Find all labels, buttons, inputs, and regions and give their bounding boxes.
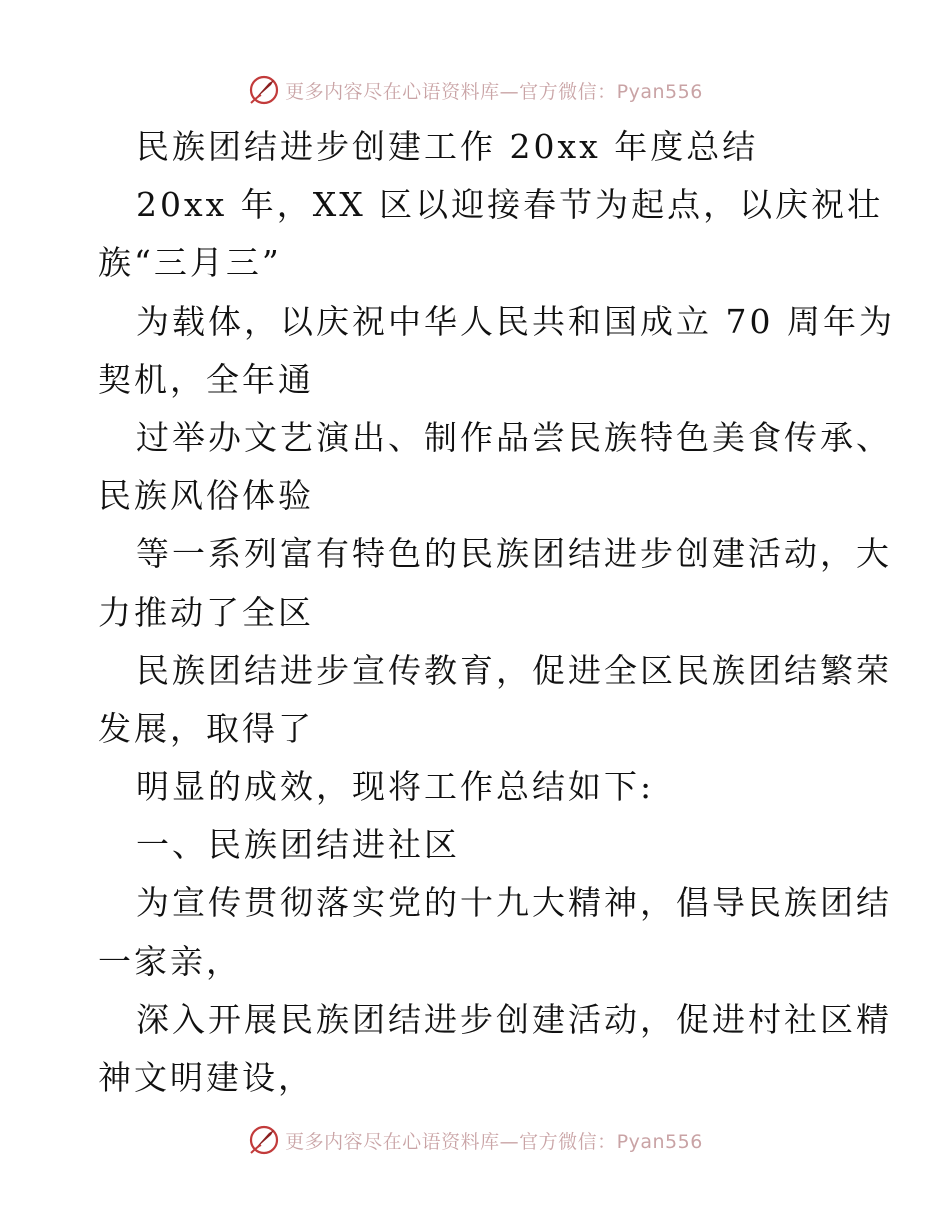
document-body: [98, 118, 895, 1107]
quill-pen-logo-icon: [247, 1123, 281, 1157]
paragraph-line: 20xx 年，XX 区以迎接春节为起点，以庆祝壮: [136, 185, 884, 225]
paragraph-line: 一家亲，: [98, 941, 242, 981]
paragraph-line: 等一系列富有特色的民族团结进步创建活动，大: [136, 534, 892, 574]
paragraph-line: 为载体，以庆祝中华人民共和国成立 70 周年为: [136, 301, 895, 341]
paragraph-line: 发展，取得了: [98, 708, 314, 748]
paragraph-line: 力推动了全区: [98, 592, 314, 632]
banner-text: 更多内容尽在心语资料库—官方微信：Pyan556: [285, 80, 703, 103]
section-heading: 一、民族团结进社区: [136, 825, 460, 865]
paragraph-line: 为宣传贯彻落实党的十九大精神，倡导民族团结: [136, 883, 892, 923]
paragraph-line: 过举办文艺演出、制作品尝民族特色美食传承、: [136, 417, 892, 457]
paragraph-line: 族“三月三”: [98, 243, 282, 283]
paragraph-line: 民族团结进步宣传教育，促进全区民族团结繁荣: [136, 650, 892, 690]
paragraph-line: 民族风俗体验: [98, 476, 314, 516]
header-banner: [0, 70, 950, 110]
banner-text: 更多内容尽在心语资料库—官方微信：Pyan556: [285, 1130, 703, 1153]
document-title: 民族团结进步创建工作 20xx 年度总结: [136, 127, 759, 166]
quill-pen-logo-icon: [247, 73, 281, 107]
footer-banner: [0, 1120, 950, 1160]
paragraph-line: 神文明建设，: [98, 1058, 314, 1097]
paragraph-line: 明显的成效，现将工作总结如下:: [136, 767, 655, 807]
paragraph-line: 深入开展民族团结进步创建活动，促进村社区精: [136, 999, 892, 1039]
paragraph-line: 契机，全年通: [98, 359, 314, 399]
